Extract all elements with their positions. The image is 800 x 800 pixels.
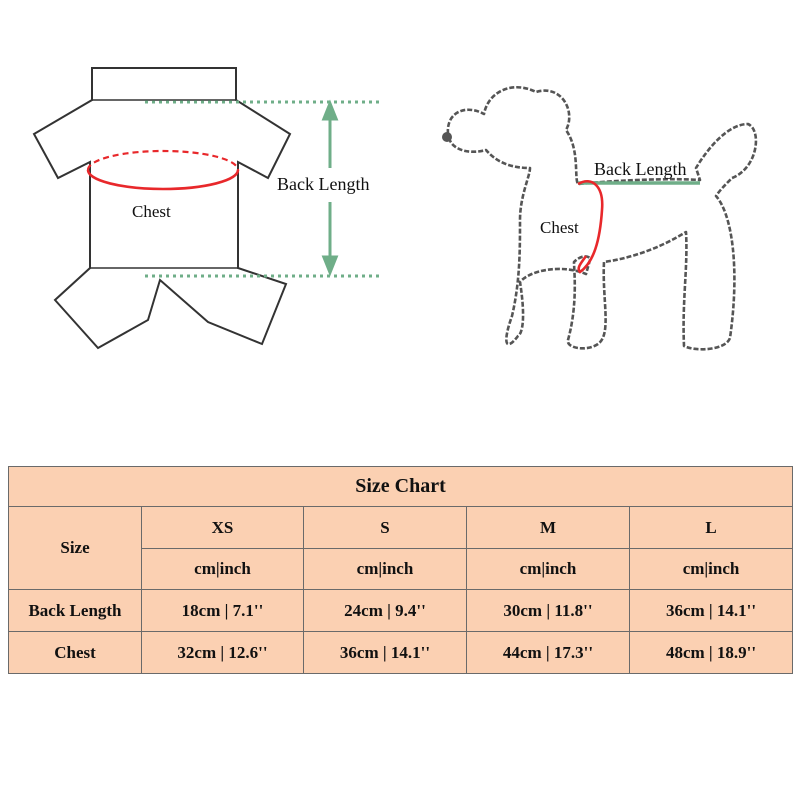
- back-length-row-label: Back Length: [9, 590, 142, 632]
- unit-cell: cm|inch: [142, 549, 304, 590]
- chest-row: [9, 632, 793, 674]
- unit-cell: cm|inch: [630, 549, 793, 590]
- table-cell: 24cm | 9.4'': [304, 590, 467, 632]
- dog-diagram: [442, 87, 756, 349]
- dog-nose: [442, 132, 452, 142]
- unit-cell: cm|inch: [467, 549, 630, 590]
- size-chart-table: [8, 466, 793, 674]
- table-cell: 32cm | 12.6'': [142, 632, 304, 674]
- size-column-header: Size: [9, 507, 142, 590]
- size-header-row: [9, 507, 793, 549]
- chest-row-label: Chest: [9, 632, 142, 674]
- table-cell: 48cm | 18.9'': [630, 632, 793, 674]
- unit-cell: cm|inch: [304, 549, 467, 590]
- garment-chest-label: Chest: [132, 202, 171, 221]
- dog-chest-loop: [578, 181, 602, 272]
- table-cell: 18cm | 7.1'': [142, 590, 304, 632]
- table-cell: 44cm | 17.3'': [467, 632, 630, 674]
- size-chart-title: Size Chart: [9, 467, 793, 507]
- garment-diagram: [34, 68, 380, 348]
- size-s-header: S: [304, 507, 467, 549]
- dog-chest-label: Chest: [540, 218, 579, 237]
- size-chart-title-row: [9, 467, 793, 507]
- size-xs-header: XS: [142, 507, 304, 549]
- table-cell: 30cm | 11.8'': [467, 590, 630, 632]
- table-cell: 36cm | 14.1'': [630, 590, 793, 632]
- size-l-header: L: [630, 507, 793, 549]
- dog-back-length-label: Back Length: [594, 159, 687, 179]
- size-m-header: M: [467, 507, 630, 549]
- table-cell: 36cm | 14.1'': [304, 632, 467, 674]
- back-length-row: [9, 590, 793, 632]
- garment-back-length-label: Back Length: [277, 174, 370, 194]
